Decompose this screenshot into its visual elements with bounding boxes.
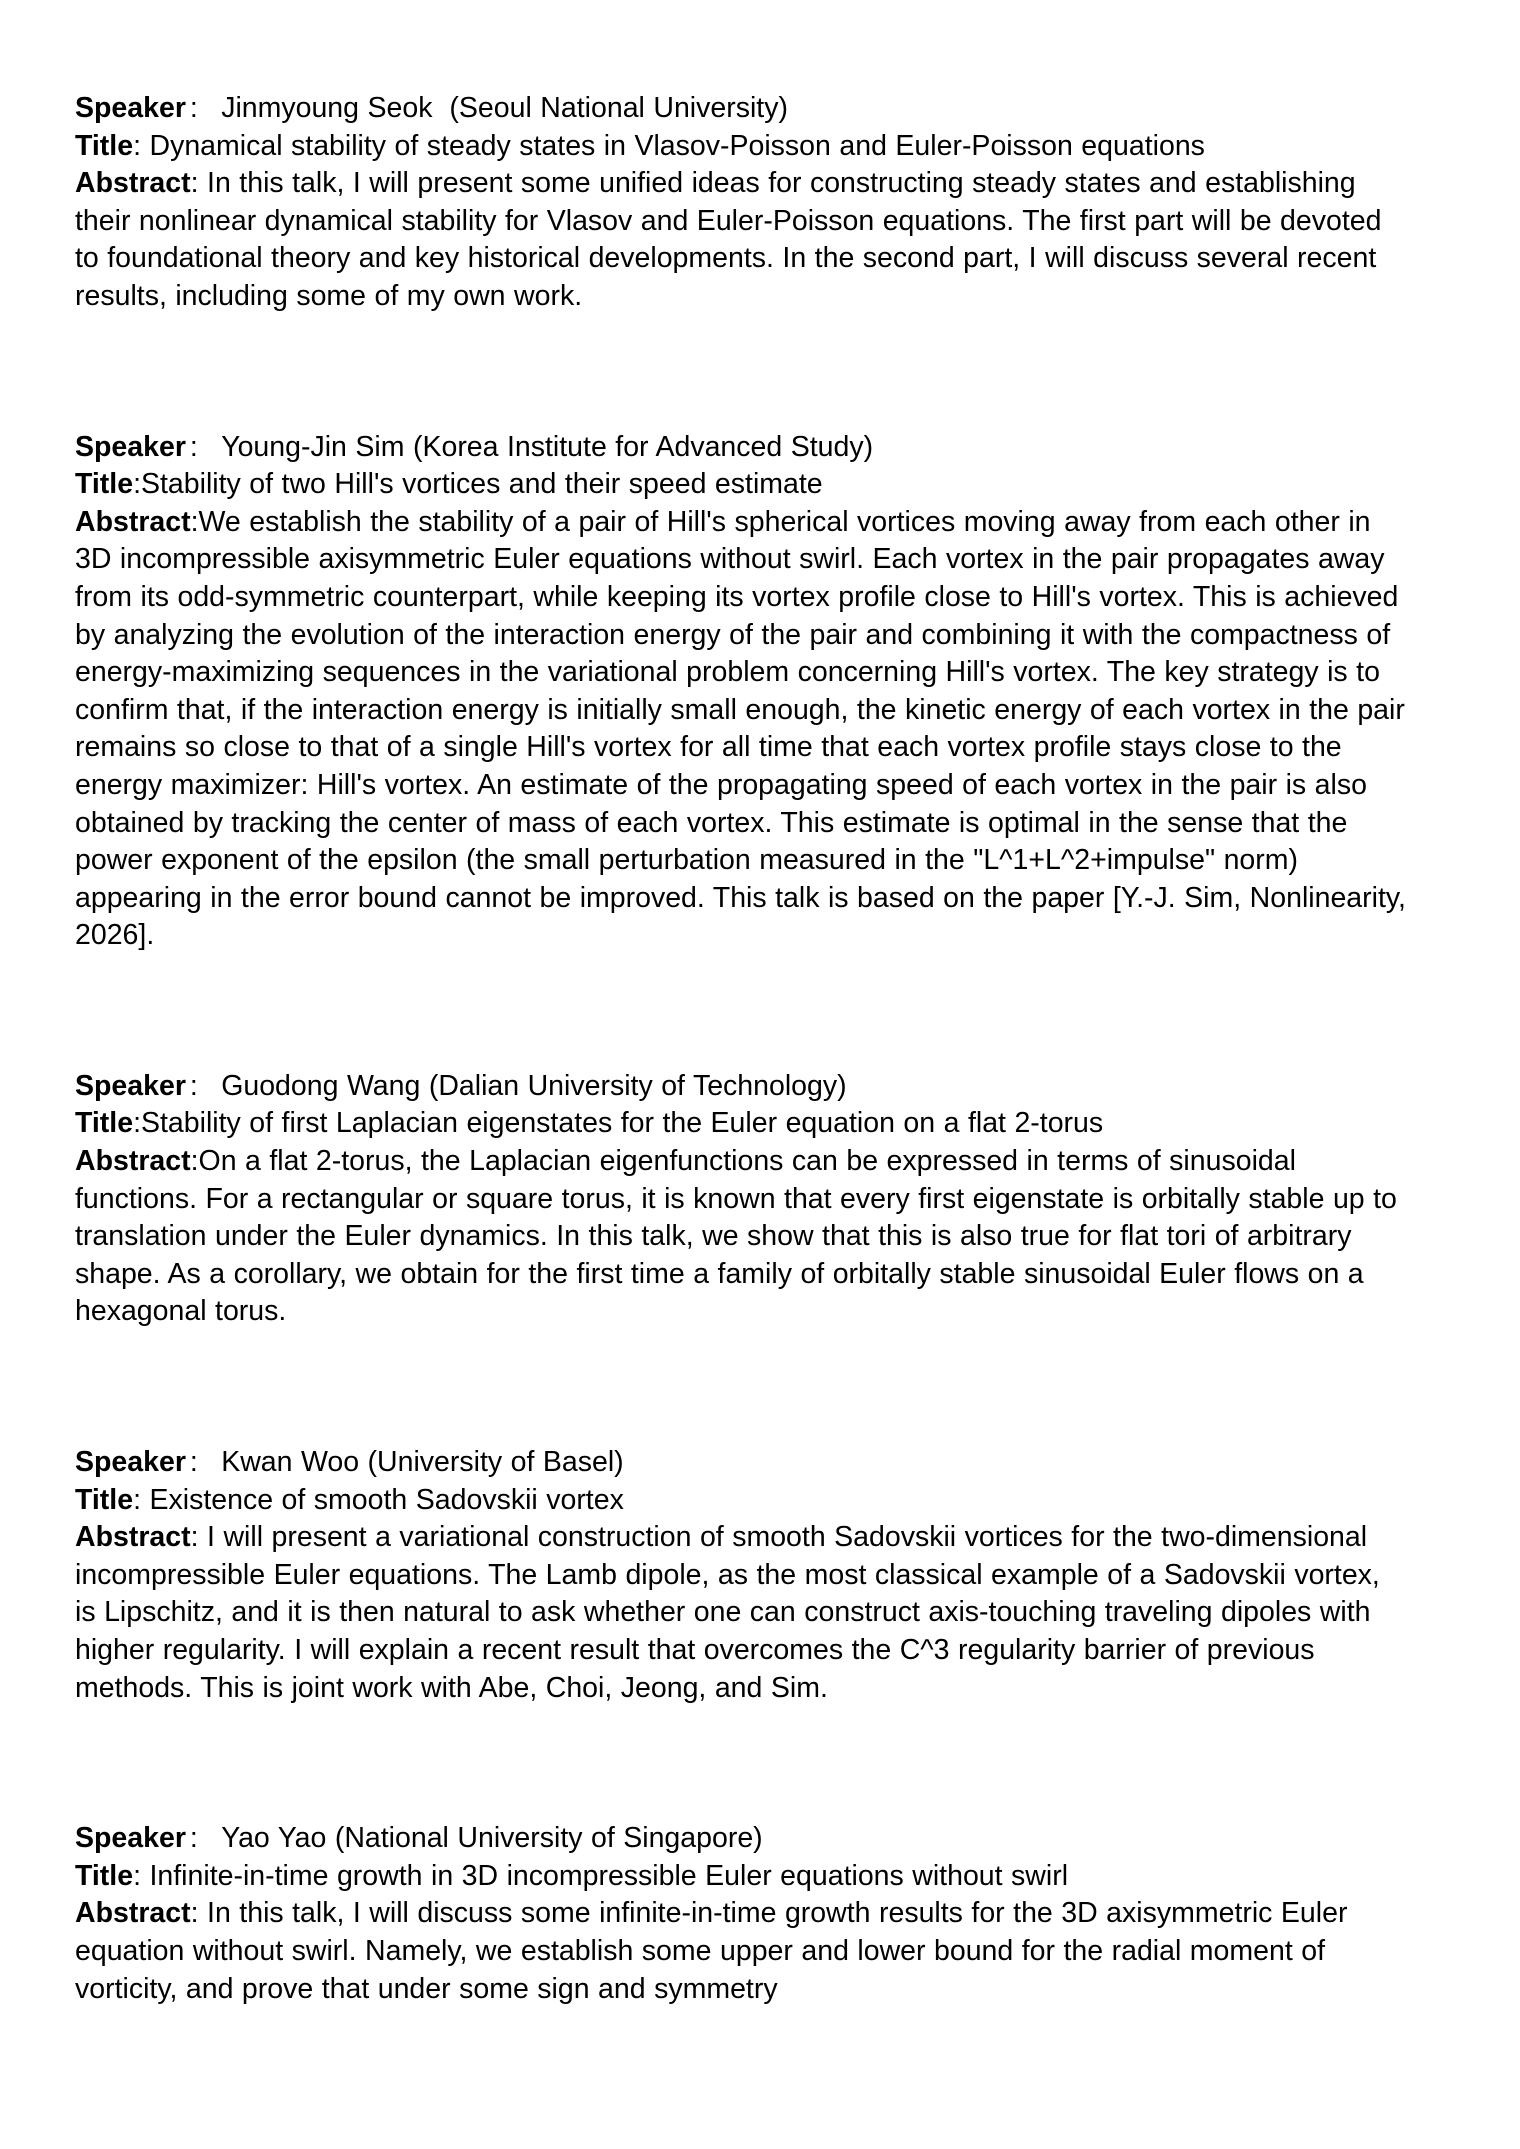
title-colon: : xyxy=(133,129,150,162)
abstract-colon: : xyxy=(190,1521,208,1554)
speaker-colon: : xyxy=(189,430,198,463)
title-label: Title xyxy=(75,129,134,162)
talk-section-3 xyxy=(75,1068,1408,1331)
abstract-colon: : xyxy=(190,505,199,538)
title-label: Title xyxy=(75,1859,134,1892)
speaker-label: Speaker xyxy=(75,1069,186,1102)
speaker-name: Yao Yao (National University of Singapore) xyxy=(221,1822,763,1855)
talk-title: Infinite-in-time growth in 3D incompressible Euler equations without swirl xyxy=(149,1859,1069,1892)
talk-title: Dynamical stability of steady states in Vlasov-Poisson and Euler-Poisson equations xyxy=(149,129,1205,162)
abstract-colon: : xyxy=(190,1145,199,1178)
talk-section-1 xyxy=(75,90,1408,316)
speaker-name: Guodong Wang (Dalian University of Technology) xyxy=(221,1069,847,1102)
abstract-colon: : xyxy=(190,1897,208,1930)
speaker-label: Speaker xyxy=(75,1822,186,1855)
abstract-paragraph xyxy=(75,1895,1408,2008)
abstract-label: Abstract xyxy=(75,1145,191,1178)
speaker-line xyxy=(75,1820,1408,1858)
abstract-paragraph xyxy=(75,1519,1408,1707)
title-label: Title xyxy=(75,1483,134,1516)
speaker-colon: : xyxy=(189,1822,198,1855)
speaker-colon: : xyxy=(189,1446,198,1479)
title-label: Title xyxy=(75,1107,134,1140)
talk-section-4 xyxy=(75,1444,1408,1707)
abstract-colon: : xyxy=(190,167,208,200)
abstract-text: In this talk, I will discuss some infinite-in-time growth results for the 3D axisymmetric Euler equation without swirl. Namely, we establish some upper and lower bound for the radial moment of vorticity, and prove that under some sign and symmetry xyxy=(75,1897,1356,2005)
speaker-label: Speaker xyxy=(75,92,186,124)
title-line xyxy=(75,1105,1408,1143)
title-line xyxy=(75,128,1408,166)
abstract-label: Abstract xyxy=(75,167,191,200)
speaker-colon: : xyxy=(189,92,198,124)
abstract-paragraph xyxy=(75,165,1408,315)
speaker-label: Speaker xyxy=(75,1446,186,1479)
speaker-name: Kwan Woo (University of Basel) xyxy=(221,1446,624,1479)
title-colon: : xyxy=(133,1859,150,1892)
speaker-line xyxy=(75,1444,1408,1482)
abstract-text: In this talk, I will present some unified ideas for constructing steady states and establishing their nonlinear dynamical stability for Vlasov and Euler-Poisson equations. The first part will be devoted to foundational theory and key historical developments. In the second part, I will discuss several recent results, including some of my own work. xyxy=(75,167,1390,312)
speaker-line xyxy=(75,429,1408,467)
abstract-paragraph xyxy=(75,1143,1408,1331)
abstract-paragraph xyxy=(75,504,1415,955)
title-colon: : xyxy=(133,468,141,501)
abstract-text: We establish the stability of a pair of Hill's spherical vortices moving away from each other in 3D incompressible axisymmetric Euler equations without swirl. Each vortex in the pair propagates away from its odd-symmetric counterpart, while keeping its vortex profile close to Hill's vortex. This is achieved by analyzing the evolution of the interaction energy of the pair and combining it with the compactness of energy-maximizing sequences in the variational problem concerning Hill's vortex. The key strategy is to confirm that, if the interaction energy is initially small enough, the kinetic energy of each vortex in the pair remains so close to that of a single Hill's vortex for all time that each vortex profile stays close to the energy maximizer: Hill's vortex. An estimate of the propagating speed of each vortex in the pair is also obtained by tracking the center of mass of each vortex. This estimate is optimal in the sense that the power exponent of the epsilon (the small perturbation measured in the "L^1+L^2+impulse" norm) appearing in the error bound cannot be improved. This talk is based on the paper [Y.-J. Sim, Nonlinearity, 2026]. xyxy=(75,505,1415,952)
talk-title: Stability of first Laplacian eigenstates for the Euler equation on a flat 2-torus xyxy=(141,1107,1104,1140)
talk-section-5 xyxy=(75,1820,1408,2008)
abstract-label: Abstract xyxy=(75,1897,191,1930)
abstract-label: Abstract xyxy=(75,1521,191,1554)
speaker-name: Jinmyoung Seok (Seoul National University) xyxy=(221,92,788,124)
speaker-line xyxy=(75,90,1408,128)
speaker-label: Speaker xyxy=(75,430,186,463)
title-line xyxy=(75,1482,1408,1520)
abstract-label: Abstract xyxy=(75,505,191,538)
speaker-colon: : xyxy=(189,1069,198,1102)
speaker-name: Young-Jin Sim (Korea Institute for Advanced Study) xyxy=(221,430,874,463)
title-colon: : xyxy=(133,1107,141,1140)
talk-title: Existence of smooth Sadovskii vortex xyxy=(149,1483,624,1516)
abstract-text: On a flat 2-torus, the Laplacian eigenfunctions can be expressed in terms of sinusoidal functions. For a rectangular or square torus, it is known that every first eigenstate is orbitally stable up to translation under the Euler dynamics. In this talk, we show that this is also true for flat tori of arbitrary shape. As a corollary, we obtain for the first time a family of orbitally stable sinusoidal Euler flows on a hexagonal torus. xyxy=(75,1145,1406,1328)
talk-section-2 xyxy=(75,429,1415,955)
title-line xyxy=(75,466,1408,504)
title-colon: : xyxy=(133,1483,150,1516)
talk-title: Stability of two Hill's vortices and their speed estimate xyxy=(141,468,823,501)
abstract-text: I will present a variational construction of smooth Sadovskii vortices for the two-dimensional incompressible Euler equations. The Lamb dipole, as the most classical example of a Sadovskii vortex, is Lipschitz, and it is then natural to ask whether one can construct axis-touching traveling dipoles with higher regularity. I will explain a recent result that overcomes the C^3 regularity barrier of previous methods. This is joint work with Abe, Choi, Jeong, and Sim. xyxy=(75,1521,1389,1704)
title-line xyxy=(75,1858,1408,1896)
speaker-line xyxy=(75,1068,1408,1106)
title-label: Title xyxy=(75,468,134,501)
